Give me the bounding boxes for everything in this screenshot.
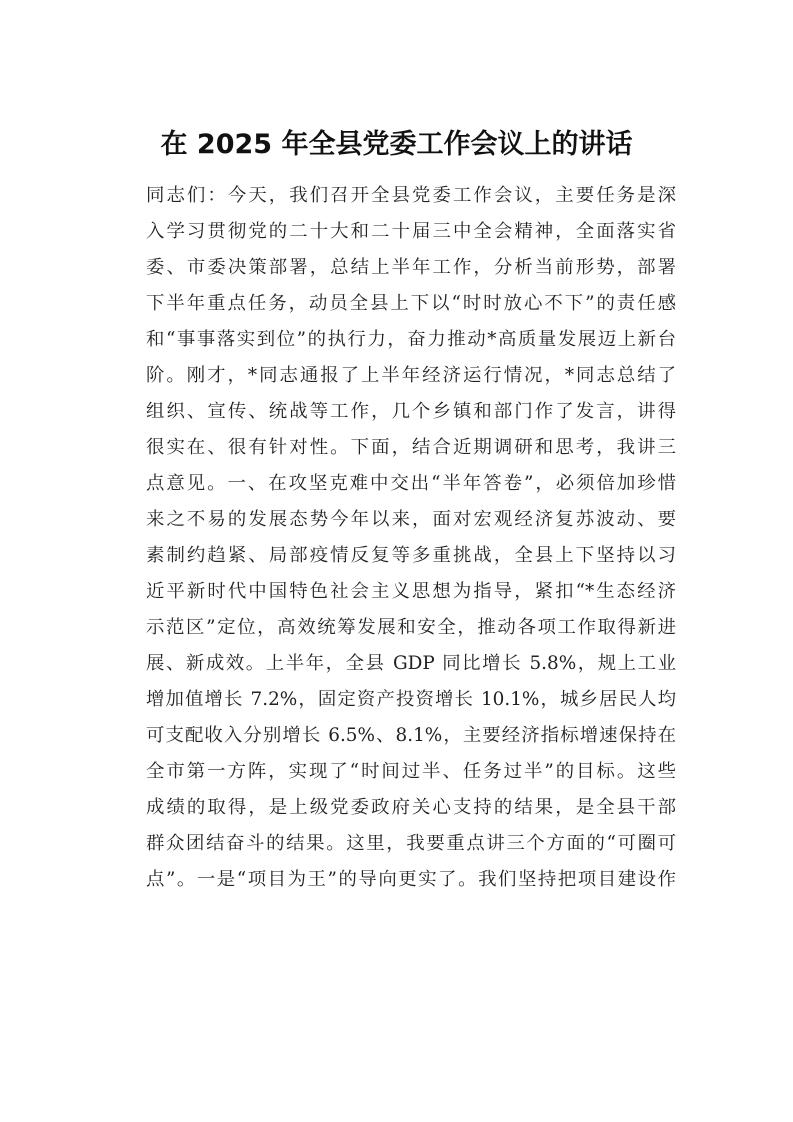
body-line: 群众团结奋斗的结果。这里，我要重点讲三个方面的“可圈可: [146, 833, 676, 854]
body-line: 点”。一是“项目为王”的导向更实了。我们坚持把项目建设作: [146, 869, 676, 890]
body-line: 下半年重点任务，动员全县上下以“时时放心不下”的责任感: [146, 293, 676, 314]
body-line: 全市第一方阵，实现了“时间过半、任务过半”的目标。这些: [146, 761, 676, 782]
body-line: 可支配收入分别增长 6.5%、8.1%，主要经济指标增速保持在: [146, 725, 676, 746]
body-line: 成绩的取得，是上级党委政府关心支持的结果，是全县干部: [146, 797, 676, 818]
document-title: 在 2025 年全县党委工作会议上的讲话: [160, 129, 633, 160]
body-line: 阶。刚才，*同志通报了上半年经济运行情况，*同志总结了: [146, 365, 676, 386]
body-line: 来之不易的发展态势今年以来，面对宏观经济复苏波动、要: [146, 509, 676, 530]
body-line: 素制约趋紧、局部疫情反复等多重挑战，全县上下坚持以习: [146, 545, 676, 566]
body-line: 委、市委决策部署，总结上半年工作，分析当前形势，部署: [146, 257, 676, 278]
body-line: 示范区”定位，高效统筹发展和安全，推动各项工作取得新进: [146, 617, 676, 638]
body-line: 组织、宣传、统战等工作，几个乡镇和部门作了发言，讲得: [146, 401, 676, 422]
body-line: 和“事事落实到位”的执行力，奋力推动*高质量发展迈上新台: [146, 329, 676, 350]
body-line: 很实在、很有针对性。下面，结合近期调研和思考，我讲三: [146, 437, 676, 458]
body-line: 近平新时代中国特色社会主义思想为指导，紧扣“*生态经济: [146, 581, 676, 602]
body-line: 展、新成效。上半年，全县 GDP 同比增长 5.8%，规上工业: [146, 653, 676, 674]
document-body: [146, 178, 676, 898]
body-line: 入学习贯彻党的二十大和二十届三中全会精神，全面落实省: [146, 221, 676, 242]
body-line: 增加值增长 7.2%，固定资产投资增长 10.1%，城乡居民人均: [146, 689, 676, 710]
body-line: 点意见。一、在攻坚克难中交出“半年答卷”，必须倍加珍惜: [146, 473, 676, 494]
body-line: 同志们：今天，我们召开全县党委工作会议，主要任务是深: [146, 185, 676, 206]
